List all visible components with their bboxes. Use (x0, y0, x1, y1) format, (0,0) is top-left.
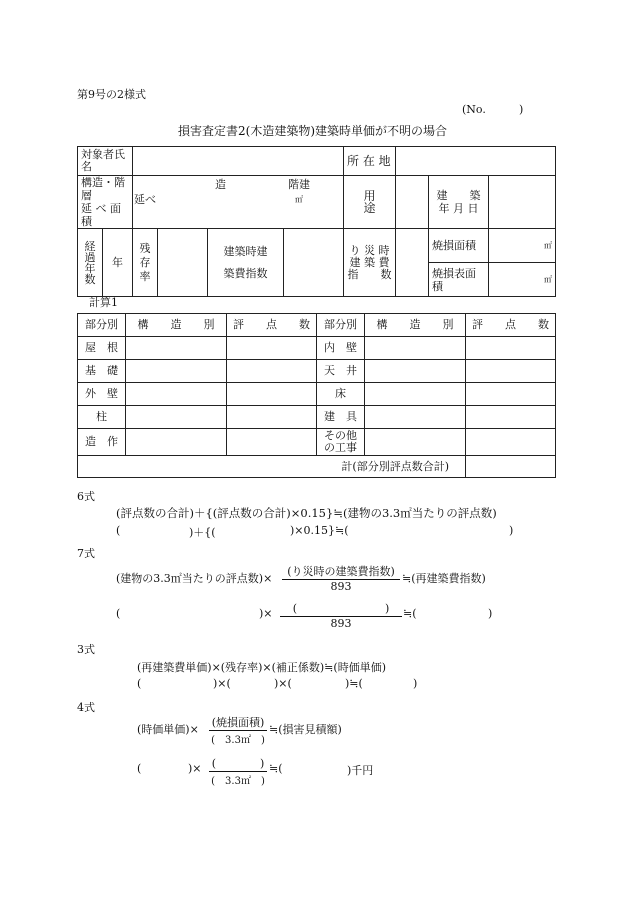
score-cell[interactable] (227, 406, 317, 429)
f6-label: 6式 (77, 490, 95, 503)
f4-blank-denominator: ( 3.3㎡ ) (211, 776, 265, 787)
part-foundation: 基 礎 (78, 360, 126, 383)
part-ceiling: 天 井 (317, 360, 365, 383)
elapsed-years-label: 経 過 年 数 (78, 229, 103, 297)
construction-index-field[interactable] (284, 229, 344, 297)
structure-cell[interactable] (365, 406, 466, 429)
part-other-work: その他 の工事 (317, 429, 365, 456)
f4-numerator: (焼損面積) (211, 716, 265, 729)
score-cell[interactable] (466, 429, 556, 456)
usage-field[interactable] (396, 176, 429, 229)
total-label: 計(部分別評点数合計) (78, 456, 466, 478)
f4-blank-approx: ≒( (269, 762, 283, 775)
f4-blank-fraction (209, 755, 267, 787)
location-label: 所 在 地 (344, 147, 396, 176)
part-floor: 床 (317, 383, 365, 406)
f7-fraction (282, 563, 400, 593)
f4-blank-close: )千円 (347, 764, 374, 777)
part-fixtures: 造 作 (78, 429, 126, 456)
form-number: 第9号の2様式 (77, 88, 146, 101)
sqm-text: ㎡ (295, 195, 303, 204)
residual-rate-label: 残 存 率 (133, 229, 158, 297)
f6-blank-plus: )＋{( (189, 526, 216, 539)
no-close: ) (519, 103, 524, 116)
built-date-field[interactable] (489, 176, 556, 229)
score-cell[interactable] (466, 337, 556, 360)
calc1-label: 計算1 (89, 296, 118, 309)
f4-label: 4式 (77, 701, 95, 714)
f7-lhs: (建物の3.3㎡当たりの評点数)× (116, 572, 273, 585)
f7-rhs: ≒(再建築費指数) (402, 572, 486, 585)
usage-label: 用 途 (344, 176, 396, 229)
f3-blank-mult2: )×( (274, 677, 292, 690)
header-part: 部分別 (78, 314, 126, 337)
disaster-index-field[interactable] (396, 229, 429, 297)
residual-rate-field[interactable] (158, 229, 208, 297)
structure-cell[interactable] (126, 360, 227, 383)
structure-cell[interactable] (126, 383, 227, 406)
zou-text: 造 (215, 178, 226, 191)
structure-label: 構造・階層 延 べ 面 積 (78, 176, 133, 229)
part-roof: 屋 根 (78, 337, 126, 360)
score-cell[interactable] (466, 406, 556, 429)
table-row (78, 383, 556, 406)
table-row (78, 429, 556, 456)
score-cell[interactable] (227, 360, 317, 383)
calc1-table (77, 313, 556, 478)
score-cell[interactable] (227, 383, 317, 406)
f4-lhs: (時価単価)× (137, 723, 199, 736)
f7-blank-numerator[interactable]: ( ) (292, 602, 390, 615)
burn-surface-label: 焼損表面 積 (429, 263, 489, 297)
f7-blank-close: ) (488, 607, 493, 620)
header-structure: 構 造 別 (365, 314, 466, 337)
burn-surface-field[interactable] (489, 263, 556, 297)
structure-cell[interactable] (365, 337, 466, 360)
structure-cell[interactable] (365, 360, 466, 383)
f4-fraction (209, 714, 267, 746)
f7-blank-open: ( (116, 607, 121, 620)
f6-blank-close: ) (509, 524, 514, 537)
structure-cell[interactable] (365, 383, 466, 406)
score-cell[interactable] (227, 337, 317, 360)
burn-area-field[interactable] (489, 229, 556, 263)
f6-formula: (評点数の合計)＋{(評点数の合計)×0.15}≒(建物の3.3㎡当たりの評点数) (116, 506, 497, 520)
nobe-text: 延べ (134, 193, 156, 206)
score-cell[interactable] (227, 429, 317, 456)
f7-blank-denominator: 893 (330, 617, 352, 630)
score-cell[interactable] (466, 360, 556, 383)
f4-denominator: ( 3.3㎡ ) (211, 735, 265, 746)
structure-cell[interactable] (126, 429, 227, 456)
year-unit: 年 (112, 255, 123, 269)
part-fittings: 建 具 (317, 406, 365, 429)
structure-cell[interactable] (126, 406, 227, 429)
table-row (78, 406, 556, 429)
part-inner-wall: 内 壁 (317, 337, 365, 360)
location-field[interactable] (396, 147, 556, 176)
construction-index-label: 建築時建 築費指数 (208, 229, 284, 297)
subject-name-field[interactable] (133, 147, 344, 176)
f6-blank-times: )×0.15}≒( (290, 524, 349, 537)
no-open: (No. (462, 103, 486, 116)
f7-denominator: 893 (330, 580, 352, 593)
f7-blank-approx: ≒( (403, 607, 417, 620)
structure-cell[interactable] (126, 337, 227, 360)
sqm-unit: ㎡ (544, 241, 552, 250)
burn-area-label: 焼損面積 (429, 229, 489, 263)
elapsed-years-field[interactable] (103, 229, 133, 297)
f3-blank-close: ) (413, 677, 418, 690)
info-table (77, 146, 556, 297)
structure-cell[interactable] (365, 429, 466, 456)
f3-blank-open: ( (137, 677, 142, 690)
f3-formula: (再建築費単価)×(残存率)×(補正係数)≒(時価単価) (137, 661, 386, 674)
f4-blank-open: ( (137, 762, 142, 775)
built-date-label: 建 築 年 月 日 (429, 176, 489, 229)
f3-label: 3式 (77, 643, 95, 656)
header-score: 評 点 数 (227, 314, 317, 337)
f7-numerator: (り災時の建築費指数) (287, 565, 395, 578)
f3-blank-mult1: )×( (213, 677, 231, 690)
subject-name-label: 対象者氏名 (78, 147, 133, 176)
header-score: 評 点 数 (466, 314, 556, 337)
f3-blank-approx: )≒( (345, 677, 363, 690)
f4-blank-numerator[interactable]: ( ) (211, 757, 265, 770)
part-outer-wall: 外 壁 (78, 383, 126, 406)
disaster-index-label: り 災 時 建 築 費 指 数 (344, 229, 396, 297)
part-pillar: 柱 (78, 406, 126, 429)
f7-blank-mult: )× (259, 607, 273, 620)
f7-label: 7式 (77, 547, 95, 560)
f4-rhs: ≒(損害見積額) (269, 723, 342, 736)
table-row (78, 360, 556, 383)
header-structure: 構 造 別 (126, 314, 227, 337)
sqm-unit: ㎡ (544, 275, 552, 284)
page-title: 損害査定書2(木造建築物)建築時単価が不明の場合 (178, 124, 447, 138)
table-row (78, 337, 556, 360)
structure-field[interactable] (133, 176, 344, 229)
header-part: 部分別 (317, 314, 365, 337)
total-field[interactable] (466, 456, 556, 478)
score-cell[interactable] (466, 383, 556, 406)
floor-text: 階建 (288, 178, 310, 191)
f4-blank-mult: )× (188, 762, 202, 775)
f7-blank-fraction (280, 600, 402, 630)
f6-blank-open: ( (116, 524, 121, 537)
